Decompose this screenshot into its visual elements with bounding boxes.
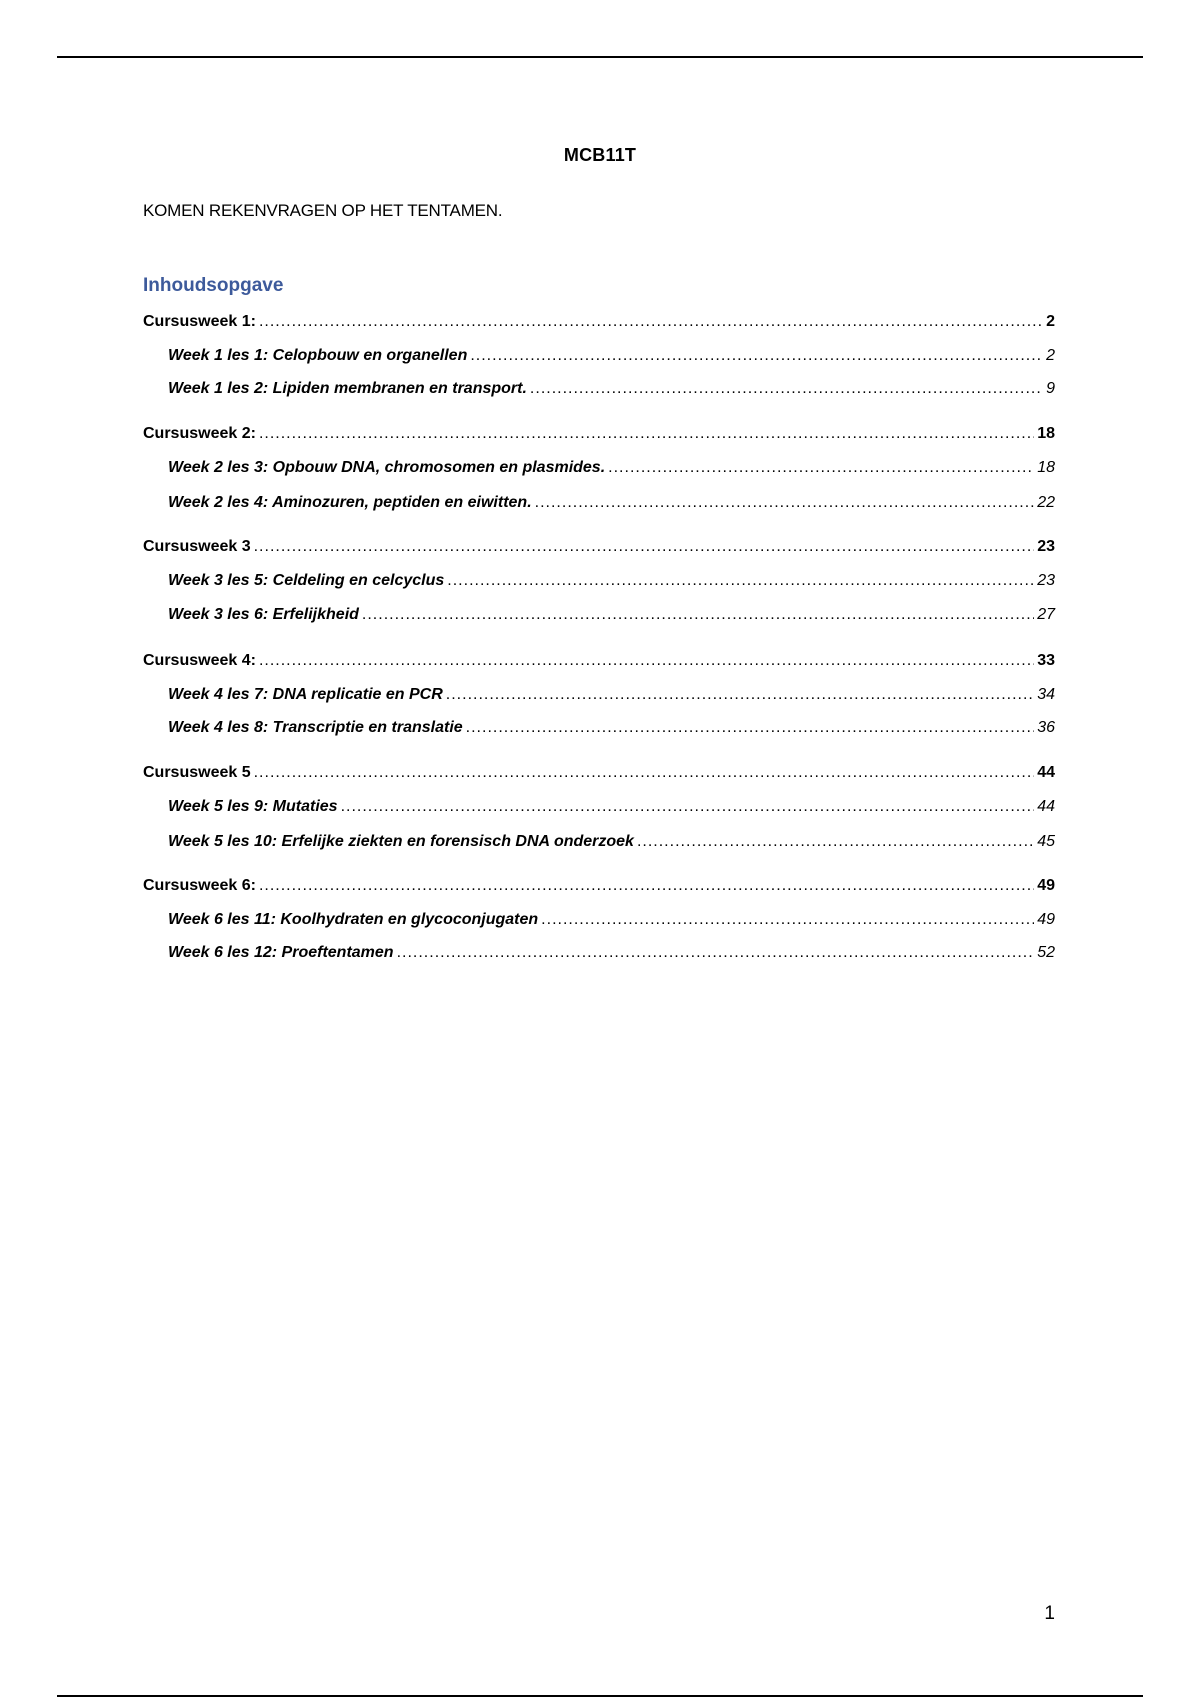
toc-entry-label: Week 3 les 5: Celdeling en celcyclus <box>168 572 445 589</box>
toc-entry-page: 9 <box>1046 380 1055 397</box>
toc-entry-lesson[interactable] <box>168 380 1055 404</box>
toc-dot-leader <box>362 606 1034 624</box>
toc-entry-label: Cursusweek 2: <box>143 425 256 442</box>
toc-entry-lesson[interactable] <box>168 686 1055 710</box>
document-title: MCB11T <box>563 145 637 165</box>
toc-entry-page: 2 <box>1046 313 1055 330</box>
toc-dot-leader <box>254 538 1035 556</box>
toc-entry-page: 27 <box>1037 606 1055 623</box>
toc-dot-leader <box>259 877 1034 895</box>
toc-entry-week[interactable] <box>143 764 1055 788</box>
toc-entry-label: Week 6 les 11: Koolhydraten en glycoconjugaten <box>168 911 539 928</box>
page-number: 1 <box>1044 1603 1055 1624</box>
toc-entry-week[interactable] <box>143 425 1055 449</box>
toc-entry-label: Week 5 les 9: Mutaties <box>168 798 338 815</box>
toc-entry-week[interactable] <box>143 538 1055 562</box>
toc-dot-leader <box>470 347 1043 365</box>
toc-dot-leader <box>608 459 1034 477</box>
toc-entry-page: 18 <box>1037 459 1055 476</box>
toc-entry-lesson[interactable] <box>168 606 1055 630</box>
toc-entry-lesson[interactable] <box>168 719 1055 743</box>
toc-entry-label: Week 4 les 8: Transcriptie en translatie <box>168 719 463 736</box>
toc-entry-lesson[interactable] <box>168 944 1055 968</box>
toc-entry-lesson[interactable] <box>168 798 1055 822</box>
toc-dot-leader <box>466 719 1035 737</box>
toc-entry-page: 18 <box>1037 425 1055 442</box>
toc-dot-leader <box>541 911 1034 929</box>
exam-notice: KOMEN REKENVRAGEN OP HET TENTAMEN. <box>143 201 503 220</box>
toc-dot-leader <box>259 313 1043 331</box>
toc-dot-leader <box>637 833 1034 851</box>
toc-entry-lesson[interactable] <box>168 494 1055 518</box>
toc-entry-lesson[interactable] <box>168 572 1055 596</box>
toc-entry-label: Week 1 les 2: Lipiden membranen en transport. <box>168 380 527 397</box>
toc-entry-page: 23 <box>1037 538 1055 555</box>
toc-entry-label: Cursusweek 3 <box>143 538 251 555</box>
toc-entry-label: Cursusweek 4: <box>143 652 256 669</box>
toc-entry-page: 34 <box>1037 686 1055 703</box>
toc-entry-page: 44 <box>1037 798 1055 815</box>
toc-entry-label: Week 6 les 12: Proeftentamen <box>168 944 394 961</box>
toc-entry-label: Week 5 les 10: Erfelijke ziekten en forensisch DNA onderzoek <box>168 833 634 850</box>
toc-entry-page: 2 <box>1046 347 1055 364</box>
toc-entry-lesson[interactable] <box>168 347 1055 371</box>
toc-entry-lesson[interactable] <box>168 833 1055 857</box>
toc-entry-label: Week 2 les 3: Opbouw DNA, chromosomen en plasmides. <box>168 459 606 476</box>
toc-entry-week[interactable] <box>143 313 1055 337</box>
toc-entry-page: 44 <box>1037 764 1055 781</box>
toc-dot-leader <box>341 798 1035 816</box>
toc-entry-label: Cursusweek 6: <box>143 877 256 894</box>
toc-entry-label: Cursusweek 1: <box>143 313 256 330</box>
toc-entry-page: 49 <box>1037 911 1055 928</box>
footer-rule <box>57 1695 1143 1697</box>
toc-dot-leader <box>254 764 1035 782</box>
toc-entry-page: 52 <box>1037 944 1055 961</box>
toc-dot-leader <box>535 494 1035 512</box>
toc-entry-lesson[interactable] <box>168 911 1055 935</box>
toc-dot-leader <box>446 686 1034 704</box>
toc-entry-week[interactable] <box>143 652 1055 676</box>
toc-entry-page: 23 <box>1037 572 1055 589</box>
toc-entry-label: Cursusweek 5 <box>143 764 251 781</box>
toc-dot-leader <box>447 572 1034 590</box>
toc-entry-lesson[interactable] <box>168 459 1055 483</box>
toc-entry-page: 49 <box>1037 877 1055 894</box>
toc-entry-page: 22 <box>1037 494 1055 511</box>
toc-entry-page: 45 <box>1037 833 1055 850</box>
toc-entry-label: Week 2 les 4: Aminozuren, peptiden en eiwitten. <box>168 494 532 511</box>
toc-entry-label: Week 1 les 1: Celopbouw en organellen <box>168 347 468 364</box>
toc-entry-label: Week 4 les 7: DNA replicatie en PCR <box>168 686 443 703</box>
toc-dot-leader <box>397 944 1035 962</box>
toc-entry-page: 33 <box>1037 652 1055 669</box>
toc-entry-label: Week 3 les 6: Erfelijkheid <box>168 606 359 623</box>
toc-dot-leader <box>259 652 1034 670</box>
toc-dot-leader <box>259 425 1034 443</box>
toc-heading: Inhoudsopgave <box>143 275 284 296</box>
toc-entry-week[interactable] <box>143 877 1055 901</box>
toc-entry-page: 36 <box>1037 719 1055 736</box>
toc-dot-leader <box>530 380 1043 398</box>
